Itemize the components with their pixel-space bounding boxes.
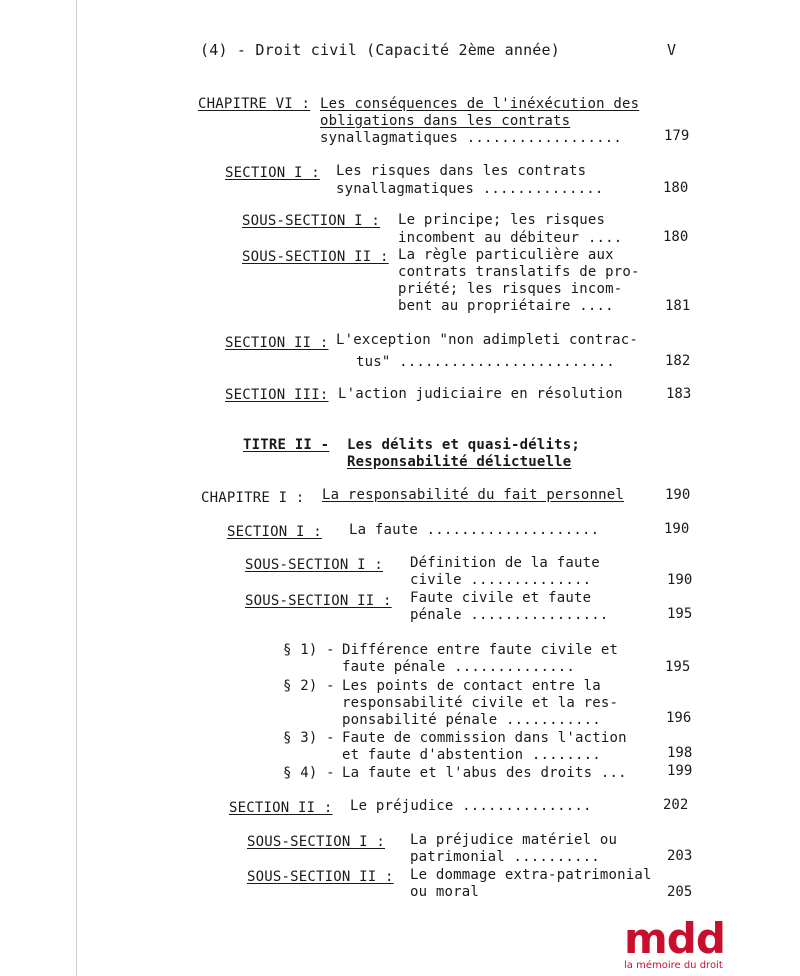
toc-title: Les conséquences de l'inéxécution des <box>320 96 640 112</box>
toc-title: La règle particulière aux <box>398 247 614 263</box>
toc-title: contrats translatifs de pro- <box>398 264 640 280</box>
toc-page: 199 <box>667 763 693 779</box>
toc-title: La faute .................... <box>349 522 600 538</box>
toc-title: Les délits et quasi-délits; <box>347 437 580 453</box>
toc-title: Différence entre faute civile et <box>342 642 619 658</box>
toc-label: SECTION II : <box>225 335 329 351</box>
toc-title: ponsabilité pénale ........... <box>342 712 601 728</box>
toc-page: 190 <box>667 572 693 588</box>
toc-page: 190 <box>664 521 690 537</box>
logo-tagline: la mémoire du droit <box>624 960 723 971</box>
toc-label: SOUS-SECTION II : <box>245 593 392 609</box>
toc-title: Le préjudice ............... <box>350 798 592 814</box>
toc-page: 179 <box>664 128 690 144</box>
toc-label: SOUS-SECTION I : <box>242 213 381 229</box>
toc-page: 183 <box>666 386 692 402</box>
toc-title: synallagmatiques .............. <box>336 181 604 197</box>
toc-page: 180 <box>663 229 689 245</box>
toc-title: Définition de la faute <box>410 555 600 571</box>
toc-title: synallagmatiques .................. <box>320 130 623 146</box>
toc-label: TITRE II - <box>243 437 330 453</box>
toc-label: SOUS-SECTION II : <box>247 869 394 885</box>
toc-label: SECTION I : <box>227 524 322 540</box>
toc-label: SECTION I : <box>225 165 320 181</box>
toc-title: ou moral <box>410 884 480 900</box>
toc-title: L'action judiciaire en résolution <box>338 386 623 402</box>
toc-label: § 3) - <box>283 730 335 746</box>
toc-title: faute pénale .............. <box>342 659 575 675</box>
toc-title: Responsabilité délictuelle <box>347 454 572 470</box>
toc-page: 195 <box>665 659 691 675</box>
toc-title: civile .............. <box>410 572 592 588</box>
toc-page: 202 <box>663 797 689 813</box>
toc-label: SECTION III: <box>225 387 329 403</box>
toc-label: SECTION II : <box>229 800 333 816</box>
toc-title: L'exception "non adimpleti contrac- <box>336 332 639 348</box>
mdd-logo <box>624 914 774 974</box>
toc-page: 198 <box>667 745 693 761</box>
toc-title: Le principe; les risques <box>398 212 606 228</box>
toc-title: bent au propriétaire .... <box>398 298 614 314</box>
toc-page: 195 <box>667 606 693 622</box>
toc-title: pénale ................ <box>410 607 609 623</box>
toc-page: 205 <box>667 884 693 900</box>
toc-page: 180 <box>663 180 689 196</box>
toc-title: Les points de contact entre la <box>342 678 601 694</box>
page-number-roman: V <box>667 41 677 59</box>
toc-label: SOUS-SECTION I : <box>247 834 386 850</box>
toc-title: Les risques dans les contrats <box>336 163 587 179</box>
toc-page: 203 <box>667 848 693 864</box>
toc-page: 182 <box>665 353 691 369</box>
toc-page: 181 <box>665 298 691 314</box>
toc-title: Le dommage extra-patrimonial <box>410 867 652 883</box>
toc-label: § 4) - <box>283 765 335 781</box>
toc-title: incombent au débiteur .... <box>398 230 623 246</box>
toc-title: responsabilité civile et la res- <box>342 695 619 711</box>
toc-page: 190 <box>665 487 691 503</box>
toc-title: La responsabilité du fait personnel <box>322 487 625 503</box>
toc-title: obligations dans les contrats <box>320 113 571 129</box>
logo-mark: mdd <box>624 914 725 963</box>
toc-title: Faute civile et faute <box>410 590 592 606</box>
toc-label: CHAPITRE I : <box>201 490 305 506</box>
scan-edge-line <box>76 0 77 976</box>
toc-label: § 2) - <box>283 678 335 694</box>
toc-title: Faute de commission dans l'action <box>342 730 627 746</box>
toc-title: tus" ......................... <box>356 354 615 370</box>
toc-page: 196 <box>666 710 692 726</box>
page-header-title: (4) - Droit civil (Capacité 2ème année) <box>200 41 560 59</box>
toc-label: CHAPITRE VI : <box>198 96 311 112</box>
toc-title: La préjudice matériel ou <box>410 832 618 848</box>
toc-title: patrimonial .......... <box>410 849 600 865</box>
toc-label: SOUS-SECTION II : <box>242 249 389 265</box>
toc-title: La faute et l'abus des droits ... <box>342 765 627 781</box>
toc-title: priété; les risques incom- <box>398 281 623 297</box>
toc-label: § 1) - <box>283 642 335 658</box>
toc-title: et faute d'abstention ........ <box>342 747 601 763</box>
toc-label: SOUS-SECTION I : <box>245 557 384 573</box>
